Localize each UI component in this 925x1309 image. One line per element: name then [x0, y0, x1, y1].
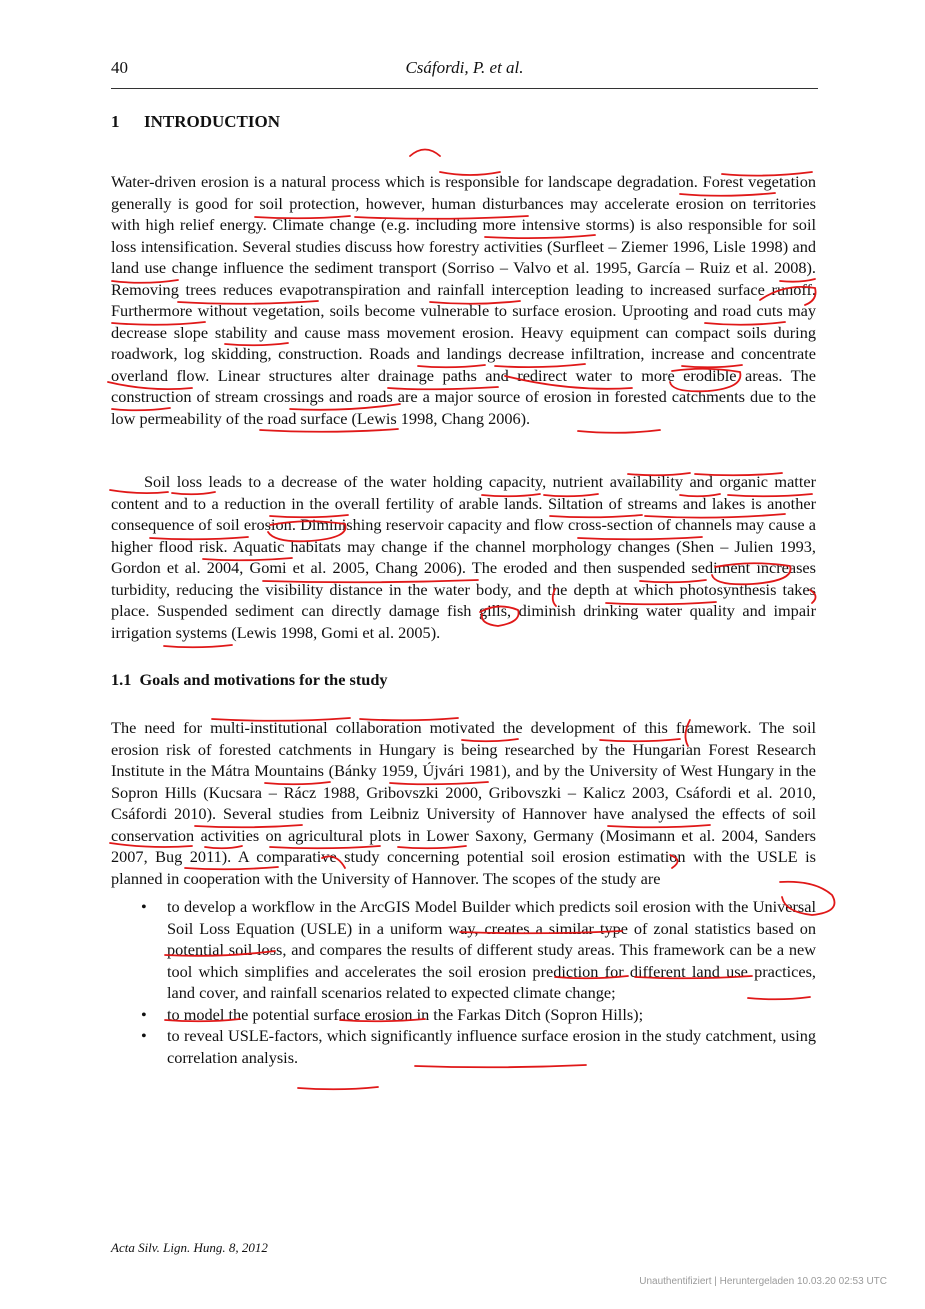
footer-journal: Acta Silv. Lign. Hung. 8, 2012 — [111, 1240, 268, 1255]
list-item — [111, 896, 816, 1004]
bullet-icon: • — [141, 897, 147, 916]
bullet-icon: • — [141, 1004, 147, 1024]
paragraph-goals: The need for multi-institutional collaboration motivated the development of this framework. The soil erosion risk of forested catchments in Hungary is being researched by the Hungarian Forest Research Institute in the Mátra Mountains (Bánky 1959, Újvári 1981), and by the University of West Hungary in the Sopron Hills (Kucsara – Rácz 1988, Gribovszki 2000, Gribovszki – Kalicz 2003, Csáfordi et al. 2010, Csáfordi 2010). Several studies from Leibniz University of Hannover have analysed the effects of soil conservation activities on agricultural plots in Lower Saxony, Germany (Mosimann et al. 2004, Sanders 2007, Bug 2011). A comparative study concerning potential soil erosion estimation with the USLE is planned in cooperation with the University of Hannover. The scopes of the study are — [111, 718, 816, 888]
section-title: INTRODUCTION — [144, 112, 281, 131]
download-watermark: Unauthentifiziert | Heruntergeladen 10.03.20 02:53 UTC — [639, 1276, 887, 1287]
page-number: 40 — [111, 58, 128, 77]
list-item-text: to reveal USLE-factors, which significantly influence surface erosion in the study catchment, using correlation analysis. — [167, 1026, 816, 1067]
section-number: 1 — [111, 112, 120, 131]
subsection-title: Goals and motivations for the study — [139, 670, 388, 689]
list-item — [111, 1025, 816, 1068]
subsection-number: 1.1 — [111, 670, 132, 689]
scope-list — [111, 896, 816, 1068]
list-item-text: to model the potential surface erosion in the Farkas Ditch (Sopron Hills); — [167, 1004, 644, 1024]
section-heading — [111, 112, 280, 132]
annotation-mark — [578, 430, 660, 433]
paragraph-intro-2: Soil loss leads to a decrease of the water holding capacity, nutrient availability and organic matter content and to a reduction in the overall fertility of arable lands. Siltation of streams and lakes is another consequence of soil erosion. Diminishing reservoir capacity and flow cross-section of channels may cause a higher flood risk. Aquatic habitats may change if the channel morphology changes (Shen – Julien 1993, Gordon et al. 2004, Gomi et al. 2005, Chang 2006). The eroded and then suspended sediment increases turbidity, reducing the visibility distance in the water body, and the depth at which photosynthesis takes place. Suspended sediment can directly damage fish gills, diminish drinking water quality and impair irrigation systems (Lewis 1998, Gomi et al. 2005). — [111, 472, 816, 642]
page-header — [111, 56, 818, 89]
bullet-icon: • — [141, 1026, 147, 1045]
annotation-mark — [410, 150, 440, 157]
list-item-text: to develop a workflow in the ArcGIS Model Builder which predicts soil erosion with the Universal Soil Loss Equation (USLE) in a uniform way, creates a similar type of zonal statistics based on potential soil loss, and compares the results of different study areas. This framework can be a new tool which simplifies and accelerates the soil erosion prediction for different land use practices, land cover, and rainfall scenarios related to expected climate change; — [167, 897, 816, 1002]
running-head: Csáfordi, P. et al. — [405, 58, 524, 77]
paragraph-intro-1: Water-driven erosion is a natural process which is responsible for landscape degradation. Forest vegetation generally is good for soil protection, however, human disturbances may accelerate erosion on territories with high relief energy. Climate change (e.g. including more intensive storms) is also responsible for soil loss intensification. Several studies discuss how forestry activities (Surfleet – Ziemer 1996, Lisle 1998) and land use change influence the sediment transport (Sorriso – Valvo et al. 1995, García – Ruiz et al. 2008). Removing trees reduces evapotranspiration and rainfall interception leading to increased surface runoff. Furthermore without vegetation, soils become vulnerable to surface erosion. Uprooting and road cuts may decrease slope stability and cause mass movement erosion. Heavy equipment can compact soils during roadwork, log skidding, construction. Roads and landings decrease infiltration, increase and concentrate overland flow. Linear structures alter drainage paths and redirect water to more erodible areas. The construction of stream crossings and roads are a major source of erosion in forested catchments due to the low permeability of the road surface (Lewis 1998, Chang 2006). — [111, 172, 816, 428]
annotation-mark — [298, 1087, 378, 1089]
annotation-mark — [260, 429, 398, 432]
list-item — [111, 1004, 816, 1026]
annotation-mark — [164, 645, 232, 647]
subsection-heading — [111, 670, 388, 690]
